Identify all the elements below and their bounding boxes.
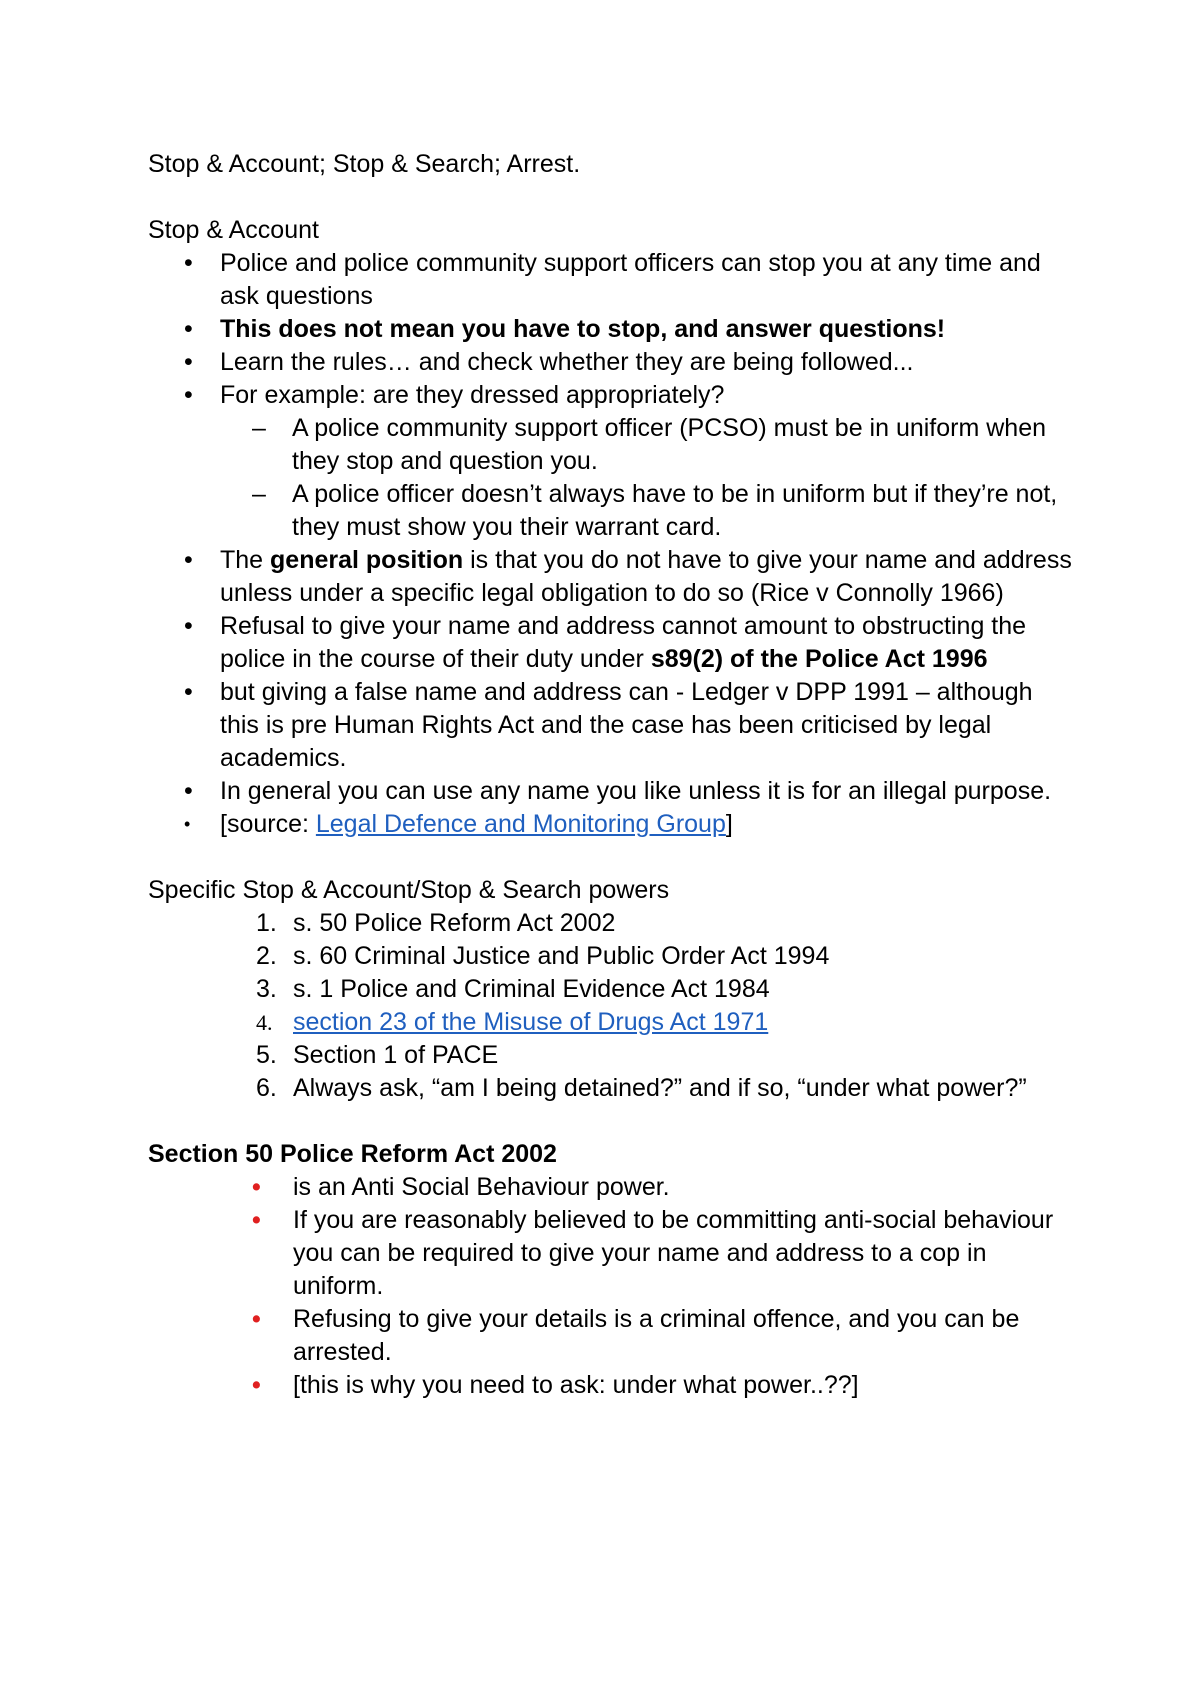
item-number: 2. xyxy=(256,942,277,970)
list-item xyxy=(148,1204,1078,1303)
list-item-text-bold: This does not mean you have to stop, and answer questions! xyxy=(220,315,946,343)
list-item-text: Always ask, “am I being detained?” and if so, “under what power?” xyxy=(293,1074,1027,1102)
dash-bullet: – xyxy=(252,414,266,442)
bullet: • xyxy=(184,315,193,343)
item-number: 5. xyxy=(256,1041,277,1069)
bullet: • xyxy=(184,249,193,277)
document-page xyxy=(148,148,1078,1402)
document-title: Stop & Account; Stop & Search; Arrest. xyxy=(148,150,581,178)
list-item-text: but giving a false name and address can - Ledger v DPP 1991 – although this is pre Human Rights Act and the case has been criticised by legal academics. xyxy=(220,678,1033,772)
item-number: 6. xyxy=(256,1074,277,1102)
numbered-item xyxy=(148,907,1078,940)
list-item-text-pre: The xyxy=(220,546,271,574)
list-item xyxy=(148,247,1078,313)
list-item-text-pre: [source: xyxy=(220,810,316,838)
red-bullet: • xyxy=(252,1206,261,1234)
list-item-text: s. 1 Police and Criminal Evidence Act 1984 xyxy=(293,975,770,1003)
list-item-text: In general you can use any name you like unless it is for an illegal purpose. xyxy=(220,777,1052,805)
stop-account-heading: Stop & Account xyxy=(148,216,319,244)
list-item-text: s. 50 Police Reform Act 2002 xyxy=(293,909,616,937)
list-item xyxy=(148,313,1078,346)
item-number: 1. xyxy=(256,909,277,937)
list-item-text-bold: general position xyxy=(270,546,464,574)
list-item xyxy=(148,808,1078,841)
list-item-text: s. 60 Criminal Justice and Public Order Act 1994 xyxy=(293,942,830,970)
numbered-item xyxy=(148,940,1078,973)
list-item xyxy=(148,1303,1078,1369)
list-item xyxy=(148,775,1078,808)
list-item-text-post: is that you do not have to give your name and address unless under a specific legal obligation to do so (Rice v Connolly 1966) xyxy=(220,546,1072,607)
red-bullet: • xyxy=(252,1305,261,1333)
list-item-text-post: ] xyxy=(725,810,733,838)
section50-heading: Section 50 Police Reform Act 2002 xyxy=(148,1140,557,1168)
list-item-text: Police and police community support officers can stop you at any time and ask questions xyxy=(220,249,1041,310)
list-item xyxy=(148,1171,1078,1204)
list-item xyxy=(148,1369,1078,1402)
bullet: • xyxy=(184,612,193,640)
item-number: 4. xyxy=(256,1010,273,1035)
list-item-text-pre: Refusal to give your name and address cannot amount to obstructing the police in the course of their duty under xyxy=(220,612,1027,673)
list-item-text: [this is why you need to ask: under what power..??] xyxy=(293,1371,859,1399)
list-item-text: Refusing to give your details is a criminal offence, and you can be arrested. xyxy=(293,1305,1020,1366)
list-item-text: Section 1 of PACE xyxy=(293,1041,499,1069)
bullet: • xyxy=(184,381,193,409)
numbered-item xyxy=(148,1006,1078,1039)
item-number: 3. xyxy=(256,975,277,1003)
bullet: • xyxy=(184,678,193,706)
sub-list-item xyxy=(148,412,1078,478)
list-item-text-bold: s89(2) of the Police Act 1996 xyxy=(650,645,988,673)
list-item-text: For example: are they dressed appropriately? xyxy=(220,381,725,409)
bullet: • xyxy=(184,348,193,376)
numbered-item xyxy=(148,1072,1078,1105)
list-item-text: Learn the rules… and check whether they are being followed... xyxy=(220,348,914,376)
list-item-text: If you are reasonably believed to be committing anti-social behaviour you can be required to give your name and address to a cop in uniform. xyxy=(293,1206,1054,1300)
list-item-text: A police community support officer (PCSO) must be in uniform when they stop and question you. xyxy=(292,414,1047,475)
list-item-text: A police officer doesn’t always have to be in uniform but if they’re not, they must show you their warrant card. xyxy=(292,480,1058,541)
list-item xyxy=(148,610,1078,676)
bullet: • xyxy=(184,546,193,574)
list-item xyxy=(148,676,1078,775)
bullet: • xyxy=(184,777,193,805)
list-item xyxy=(148,544,1078,610)
dash-bullet: – xyxy=(252,480,266,508)
numbered-item xyxy=(148,1039,1078,1072)
red-bullet: • xyxy=(252,1371,261,1399)
red-bullet: • xyxy=(252,1173,261,1201)
list-item-text: is an Anti Social Behaviour power. xyxy=(293,1173,670,1201)
ldmg-link[interactable]: Legal Defence and Monitoring Group xyxy=(315,810,726,838)
list-item xyxy=(148,346,1078,379)
bullet: • xyxy=(184,814,191,834)
list-item xyxy=(148,379,1078,412)
misuse-of-drugs-act-link[interactable]: section 23 of the Misuse of Drugs Act 1971 xyxy=(293,1008,769,1036)
sub-list-item xyxy=(148,478,1078,544)
powers-heading: Specific Stop & Account/Stop & Search powers xyxy=(148,876,670,904)
numbered-item xyxy=(148,973,1078,1006)
